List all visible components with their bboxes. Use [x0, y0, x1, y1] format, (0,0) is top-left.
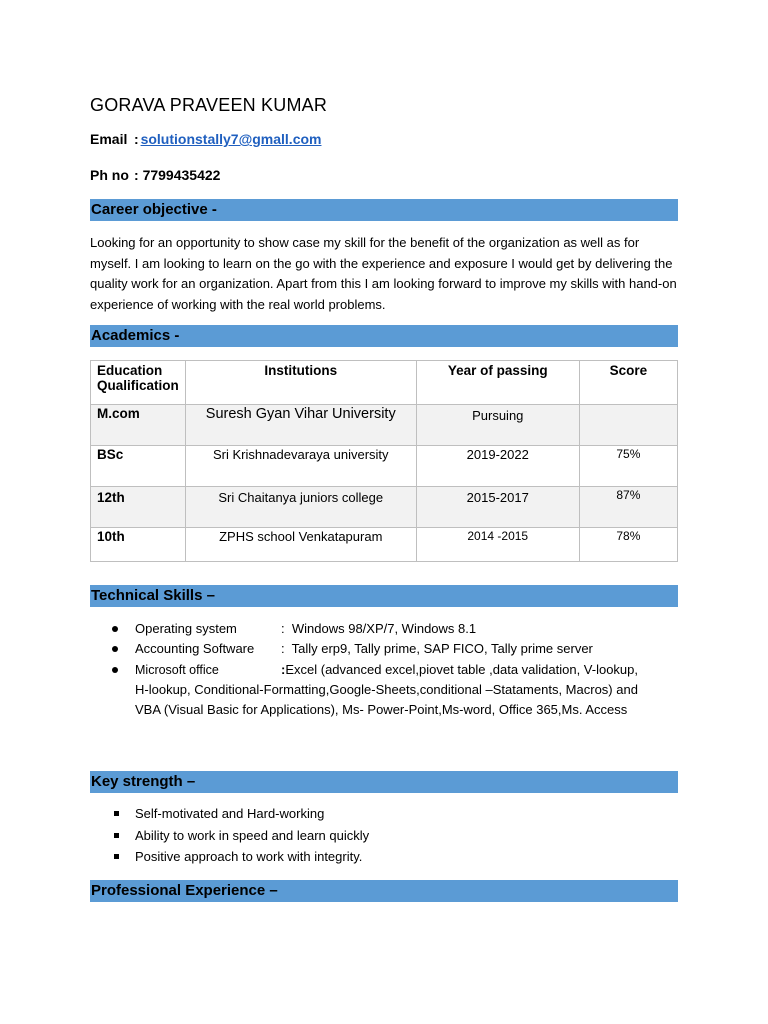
qualification-cell: 12th	[91, 487, 186, 528]
square-bullet-icon	[114, 854, 119, 859]
year-cell: Pursuing	[416, 405, 579, 446]
year-cell: 2015-2017	[416, 487, 579, 528]
qualification-cell: M.com	[91, 405, 186, 446]
skill-separator: :	[281, 621, 285, 636]
header-institutions: Institutions	[185, 361, 416, 405]
academics-table	[90, 360, 678, 562]
key-strength-list	[90, 803, 650, 868]
skill-separator: :	[281, 641, 285, 657]
table-row	[91, 528, 678, 562]
skill-key: Operating system	[135, 621, 237, 636]
key-strength-heading: Key strength –	[90, 771, 678, 793]
header-score: Score	[579, 361, 677, 405]
list-item	[90, 846, 650, 868]
list-item	[90, 803, 650, 825]
list-item	[90, 660, 650, 721]
bullet-icon	[112, 646, 118, 652]
square-bullet-icon	[114, 833, 119, 838]
technical-skills-list	[90, 619, 650, 720]
strength-text: Self-motivated and Hard-working	[135, 806, 325, 821]
table-row	[91, 405, 678, 446]
qualification-cell: BSc	[91, 446, 186, 487]
score-cell	[579, 405, 677, 446]
email-separator: :	[134, 131, 139, 147]
career-objective-heading: Career objective -	[90, 199, 678, 221]
institution-cell: Sri Krishnadevaraya university	[185, 446, 416, 487]
table-row	[91, 446, 678, 487]
email-link[interactable]: solutionstally7@gmall.com	[140, 131, 322, 147]
institution-cell: Suresh Gyan Vihar University	[185, 405, 416, 446]
skill-value: Tally erp9, Tally prime, SAP FICO, Tally prime server	[291, 641, 593, 657]
professional-experience-heading: Professional Experience –	[90, 880, 678, 902]
bullet-icon	[112, 626, 118, 632]
technical-skills-heading: Technical Skills –	[90, 585, 678, 607]
square-bullet-icon	[114, 811, 119, 816]
table-row	[91, 487, 678, 528]
career-objective-text: Looking for an opportunity to show case my skill for the benefit of the organization as well as for myself. I am looking to learn on the go with the experience and exposure I would get by delivering the quality work for an organization. Apart from this I am looking forward to improve my skills with hand-on experience of working with the real world problems.	[90, 235, 677, 312]
score-cell: 87%	[579, 487, 677, 528]
score-cell: 75%	[579, 446, 677, 487]
academics-heading: Academics -	[90, 325, 678, 347]
year-cell: 2014 -2015	[416, 528, 579, 562]
header-year: Year of passing	[416, 361, 579, 405]
strength-text: Ability to work in speed and learn quickly	[135, 827, 370, 843]
skill-value: Windows 98/XP/7, Windows 8.1	[291, 621, 477, 636]
phone-value: 7799435422	[142, 167, 221, 183]
qualification-cell: 10th	[91, 528, 186, 562]
list-item	[90, 639, 650, 659]
strength-text: Positive approach to work with integrity.	[135, 849, 363, 864]
candidate-name: GORAVA PRAVEEN KUMAR	[90, 95, 328, 115]
header-qualification: Education Qualification	[91, 361, 186, 405]
skill-key: Microsoft office	[135, 662, 219, 677]
phone-separator: :	[134, 167, 139, 183]
year-cell: 2019-2022	[416, 446, 579, 487]
table-header-row	[91, 361, 678, 405]
skill-separator: :	[281, 661, 286, 677]
institution-cell: Sri Chaitanya juniors college	[185, 487, 416, 528]
institution-cell: ZPHS school Venkatapuram	[185, 528, 416, 562]
phone-label: Ph no	[90, 167, 129, 183]
email-label: Email	[90, 131, 128, 147]
score-cell: 78%	[579, 528, 677, 562]
email-line	[90, 131, 321, 147]
skill-value: Excel (advanced excel,piovet table ,data validation, V-lookup, H-lookup, Conditional-Formatting,Google-Sheets,conditional –Stataments, Macros) and VBA (Visual Basic for Applications), Ms- Power-Point,Ms-word, Office 365,Ms. Access	[135, 661, 639, 718]
list-item	[90, 825, 650, 847]
phone-line	[90, 167, 220, 183]
skill-key: Accounting Software	[135, 641, 255, 657]
bullet-icon	[112, 667, 118, 673]
list-item	[90, 619, 650, 639]
